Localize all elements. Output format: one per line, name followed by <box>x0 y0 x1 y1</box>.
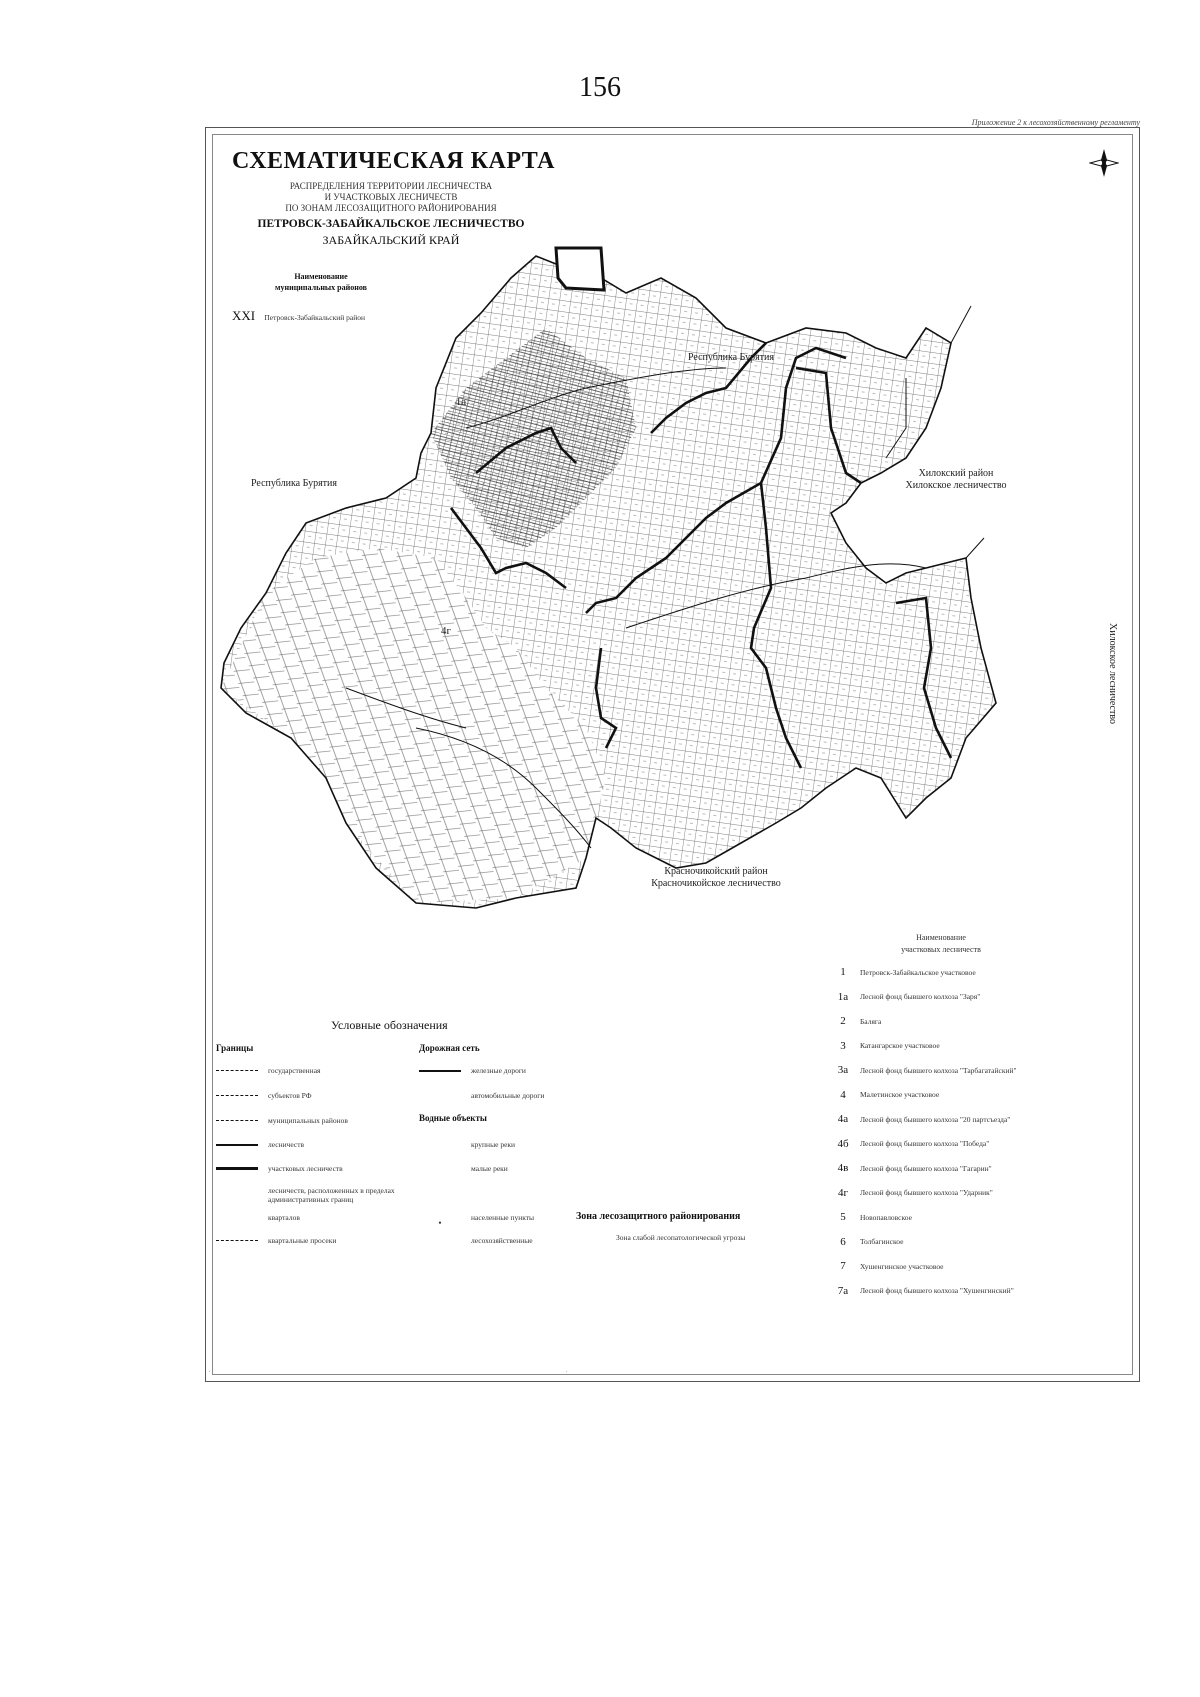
uchastkovye-code: 1а <box>837 990 849 1003</box>
uchastkovye-row <box>826 966 976 978</box>
legend-settlements: • населенные пункты <box>438 1213 535 1228</box>
legend-forest-economy: лесохозяйственные <box>471 1236 533 1245</box>
uchastkovye-name: Катангарское участковое <box>860 1041 940 1050</box>
label-east-line1: Хилокский район <box>918 468 994 479</box>
legend-boundary-forestry: лесничеств <box>216 1140 304 1149</box>
uchastkovye-row <box>826 991 980 1003</box>
uchastkovye-name: Баляга <box>860 1016 882 1026</box>
uchastkovye-row <box>826 1113 1010 1125</box>
top-note: Приложение 2 к лесохозяйственному регламенту <box>971 118 1140 127</box>
municipal-head-line1: Наименование <box>294 272 348 281</box>
map-title: СХЕМАТИЧЕСКАЯ КАРТА <box>232 148 555 174</box>
uchastkovye-code: 4 <box>840 1088 846 1101</box>
uchastkovye-code: 6 <box>840 1235 846 1248</box>
uchastkovye-row <box>826 1187 993 1199</box>
thick-line-icon <box>216 1144 258 1146</box>
label-north: Республика Бурятия <box>687 352 774 363</box>
uchastkovye-row <box>826 1162 992 1174</box>
municipal-code: XXI <box>232 308 256 323</box>
zone-title: Зона лесозащитного районирования <box>576 1211 741 1222</box>
uchastkovye-row <box>826 1064 1017 1076</box>
uchastkovye-code: 7 <box>840 1260 846 1272</box>
label-south-line2: Красночикойское лесничество <box>651 878 781 889</box>
uchastkovye-code: 4а <box>837 1113 849 1125</box>
uchastkovye-row <box>826 1211 912 1223</box>
dashed-line-icon <box>216 1095 258 1096</box>
legend-roads-header: Дорожная сеть <box>419 1043 480 1053</box>
map-subtitle-1: РАСПРЕДЕЛЕНИЯ ТЕРРИТОРИИ ЛЕСНИЧЕСТВА <box>289 181 493 191</box>
legend-title: Условные обозначения <box>331 1018 448 1032</box>
legend-road-rail: железные дороги <box>419 1066 526 1075</box>
uchastkovye-name: Лесной фонд бывшего колхоза "Победа" <box>860 1139 990 1148</box>
uchastkovye-name: Лесной фонд бывшего колхоза "Хушенгинский" <box>860 1286 1014 1295</box>
label-far-east: Хилокское лесничество <box>1107 623 1118 725</box>
legend-boundary-municipal: муниципальных районов <box>216 1116 348 1125</box>
legend-water-header: Водные объекты <box>419 1113 487 1123</box>
uchastkovye-code: 3 <box>840 1039 846 1052</box>
legend-water-large: крупные реки <box>471 1140 516 1149</box>
map-sheet <box>205 127 1140 1382</box>
uchastkovye-header <box>861 932 1021 956</box>
uchastkovye-code: 5 <box>840 1211 846 1223</box>
bold-line-icon <box>216 1167 258 1170</box>
legend-boundary-quarters: кварталов <box>268 1213 300 1222</box>
municipal-name: Петровск-Забайкальский район <box>264 313 366 322</box>
uchastkovye-row <box>826 1236 903 1248</box>
uchastkovye-head-line1: Наименование <box>916 933 966 942</box>
legend-water-small: малые реки <box>471 1164 508 1173</box>
enclave-boundary <box>556 248 604 290</box>
label-west: Республика Бурятия <box>250 478 337 489</box>
forestry-name: ПЕТРОВСК-ЗАБАЙКАЛЬСКОЕ ЛЕСНИЧЕСТВО <box>257 218 525 230</box>
dash-dot-line-icon <box>216 1070 258 1071</box>
page-number: 156 <box>579 72 621 103</box>
map-subtitle-2: И УЧАСТКОВЫХ ЛЕСНИЧЕСТВ <box>324 192 458 202</box>
uchastkovye-code: 1 <box>840 966 846 978</box>
label-east <box>881 468 1031 492</box>
label-plot-1a: 1а <box>455 396 467 408</box>
uchastkovye-row <box>826 1089 939 1101</box>
legend-boundary-state: государственная <box>216 1066 320 1075</box>
uchastkovye-name: Лесной фонд бывшего колхоза "20 партсъезда" <box>860 1114 1011 1124</box>
uchastkovye-row <box>826 1138 989 1150</box>
label-plot-4g: 4г <box>440 625 451 637</box>
uchastkovye-code: 7а <box>837 1284 849 1297</box>
uchastkovye-code: 4б <box>837 1137 849 1150</box>
uchastkovye-head-line2: участковых лесничеств <box>901 945 981 954</box>
railway-icon <box>419 1070 461 1072</box>
uchastkovye-code: 4в <box>837 1162 849 1174</box>
legend-boundary-clearings: квартальные просеки <box>216 1236 336 1245</box>
uchastkovye-name: Лесной фонд бывшего колхоза "Заря" <box>860 992 981 1001</box>
uchastkovye-row <box>826 1040 940 1052</box>
legend-boundaries-header: Границы <box>216 1043 254 1053</box>
uchastkovye-row <box>826 1015 881 1027</box>
uchastkovye-name: Хушенгинское участковое <box>860 1261 944 1271</box>
uchastkovye-code: 2 <box>840 1015 846 1027</box>
uchastkovye-name: Толбагинское <box>860 1237 904 1246</box>
uchastkovye-row <box>826 1285 1014 1297</box>
region-name: ЗАБАЙКАЛЬСКИЙ КРАЙ <box>322 233 460 247</box>
label-south-line1: Красночикойский район <box>664 866 768 877</box>
uchastkovye-name: Новопавловское <box>860 1212 912 1222</box>
zone-text: Зона слабой лесопатологической угрозы <box>616 1233 746 1242</box>
legend-boundary-admin: лесничеств, расположенных в пределах административных границ <box>268 1186 395 1204</box>
corner-mark-left: . <box>209 1368 211 1374</box>
thin-dashed-line-icon <box>216 1120 258 1121</box>
uchastkovye-code: 3а <box>837 1064 849 1076</box>
map-subtitle-3: ПО ЗОНАМ ЛЕСОЗАЩИТНОГО РАЙОНИРОВАНИЯ <box>285 203 497 213</box>
label-south <box>621 866 811 890</box>
uchastkovye-name: Петровск-Забайкальское участковое <box>860 967 976 977</box>
uchastkovye-name: Малетинское участковое <box>860 1090 940 1099</box>
uchastkovye-name: Лесной фонд бывшего колхоза "Тарбагатайский" <box>860 1065 1017 1075</box>
uchastkovye-name: Лесной фонд бывшего колхоза "Гагарин" <box>860 1163 992 1173</box>
uchastkovye-code: 4г <box>837 1186 848 1199</box>
uchastkovye-row <box>826 1260 944 1272</box>
dotted-line-icon <box>216 1240 258 1241</box>
legend-boundary-uchastkovye: участковых лесничеств <box>216 1164 343 1173</box>
label-east-line2: Хилокское лесничество <box>905 480 1007 491</box>
legend-boundary-subject: субъектов РФ <box>216 1091 312 1100</box>
municipal-head-line2: муниципальных районов <box>275 283 367 292</box>
corner-mark-middle: . <box>566 1368 568 1374</box>
uchastkovye-name: Лесной фонд бывшего колхоза "Ударник" <box>860 1188 993 1197</box>
legend-road-auto: автомобильные дороги <box>471 1091 545 1100</box>
